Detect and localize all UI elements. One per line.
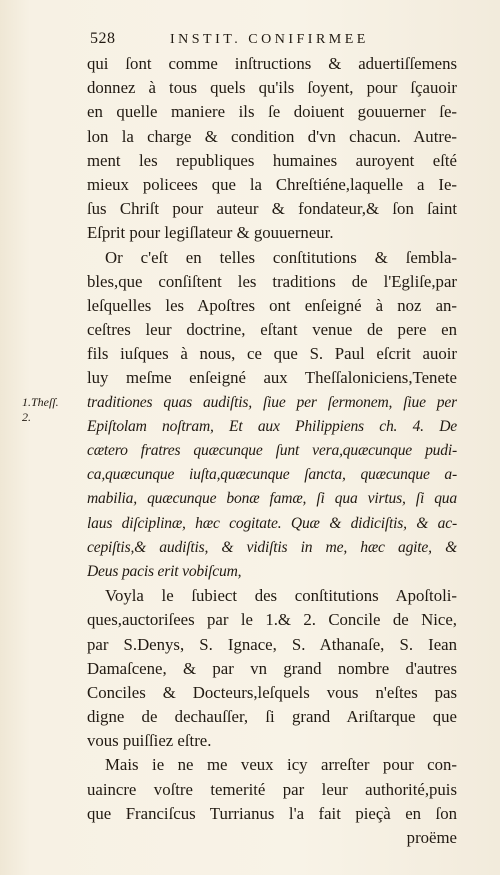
text-line: leſquelles les Apoſtres ont enſeigné à noz an- xyxy=(87,295,457,315)
margin-note-line: 1.Theſſ. xyxy=(22,395,59,409)
text-line: Conciles & Docteurs,leſquels vous n'eſtes pas xyxy=(87,682,457,702)
margin-note-line: 2. xyxy=(22,410,31,424)
margin-note xyxy=(22,395,72,425)
text-line: bles,que conſiſtent les traditions de l'Egliſe,par xyxy=(87,271,457,291)
text-line: en quelle maniere ils ſe doiuent gouuerner ſe- xyxy=(87,102,457,122)
text-line: cepiſtis,& audiſtis, & vidiſtis in me, hæc agite, & xyxy=(87,538,457,556)
text-line: lon la charge & condition d'vn chacun. Autre- xyxy=(87,126,457,146)
text-line: Eſprit pour legiſlateur & gouuerneur. xyxy=(87,223,334,243)
text-line: Deus pacis erit vobiſcum, xyxy=(87,562,242,580)
text-line: uaincre voſtre temerité par leur authorité,puis xyxy=(87,779,457,799)
text-line: mieux policees que la Chreſtiéne,laquelle a Ie- xyxy=(87,174,457,194)
text-line: ques,auctoriſees par le 1.& 2. Concile de Nice, xyxy=(87,610,457,630)
running-title: INSTIT. CONIFIRMEE xyxy=(170,32,369,47)
text-line: ment les republiques humaines auroyent eſté xyxy=(87,150,457,170)
text-line: digne de dechauſſer, ſi grand Ariſtarque que xyxy=(87,707,457,727)
text-line: laus diſciplinæ, hæc cogitate. Quæ & didiciſtis, & ac- xyxy=(87,514,457,532)
text-line: vous puiſſiez eſtre. xyxy=(87,731,212,751)
text-line: Voyla le ſubiect des conſtitutions Apoſtoli- xyxy=(105,586,457,606)
text-line: donnez à tous quels qu'ils ſoyent, pour ſçauoir xyxy=(87,78,457,98)
text-line: ca,quæcunque iuſta,quæcunque ſancta, quæcunque a- xyxy=(87,466,457,484)
text-line: Or c'eſt en telles conſtitutions & ſembla- xyxy=(105,247,457,267)
text-line: ſus Chriſt pour auteur & fondateur,& ſon ſaint xyxy=(87,199,457,219)
text-line: fils iuſques à nous, ce que S. Paul eſcrit auoir xyxy=(87,344,457,364)
text-line: qui ſont comme inſtructions & aduertiſſemens xyxy=(87,54,457,73)
text-line: Damaſcene, & par vn grand nombre d'autres xyxy=(87,658,457,678)
body-text xyxy=(87,52,457,850)
text-line: Mais ie ne me veux icy arreſter pour con- xyxy=(105,755,457,775)
text-line: cætero fratres quæcunque ſunt vera,quæcunque pudi- xyxy=(87,442,457,459)
text-line: mabilia, quæcunque bonæ famæ, ſi qua virtus, ſi qua xyxy=(87,490,457,508)
page-header xyxy=(90,30,450,54)
text-line: Epiſtolam noſtram, Et aux Philippiens ch. 4. De xyxy=(87,417,457,435)
page-number: 528 xyxy=(90,30,116,47)
text-line: luy meſme enſeigné aux Theſſaloniciens,Tenete xyxy=(87,368,457,388)
text-line: que Franciſcus Turrianus l'a fait pieçà en ſon xyxy=(87,803,457,823)
text-line: par S.Denys, S. Ignace, S. Athanaſe, S. Iean xyxy=(87,634,457,654)
text-line: traditiones quas audiſtis, ſiue per ſermonem, ſiue per xyxy=(87,393,457,411)
catchword: proëme xyxy=(406,828,457,847)
text-line: ceſtres leur doctrine, eſtant venue de pere en xyxy=(87,320,457,340)
